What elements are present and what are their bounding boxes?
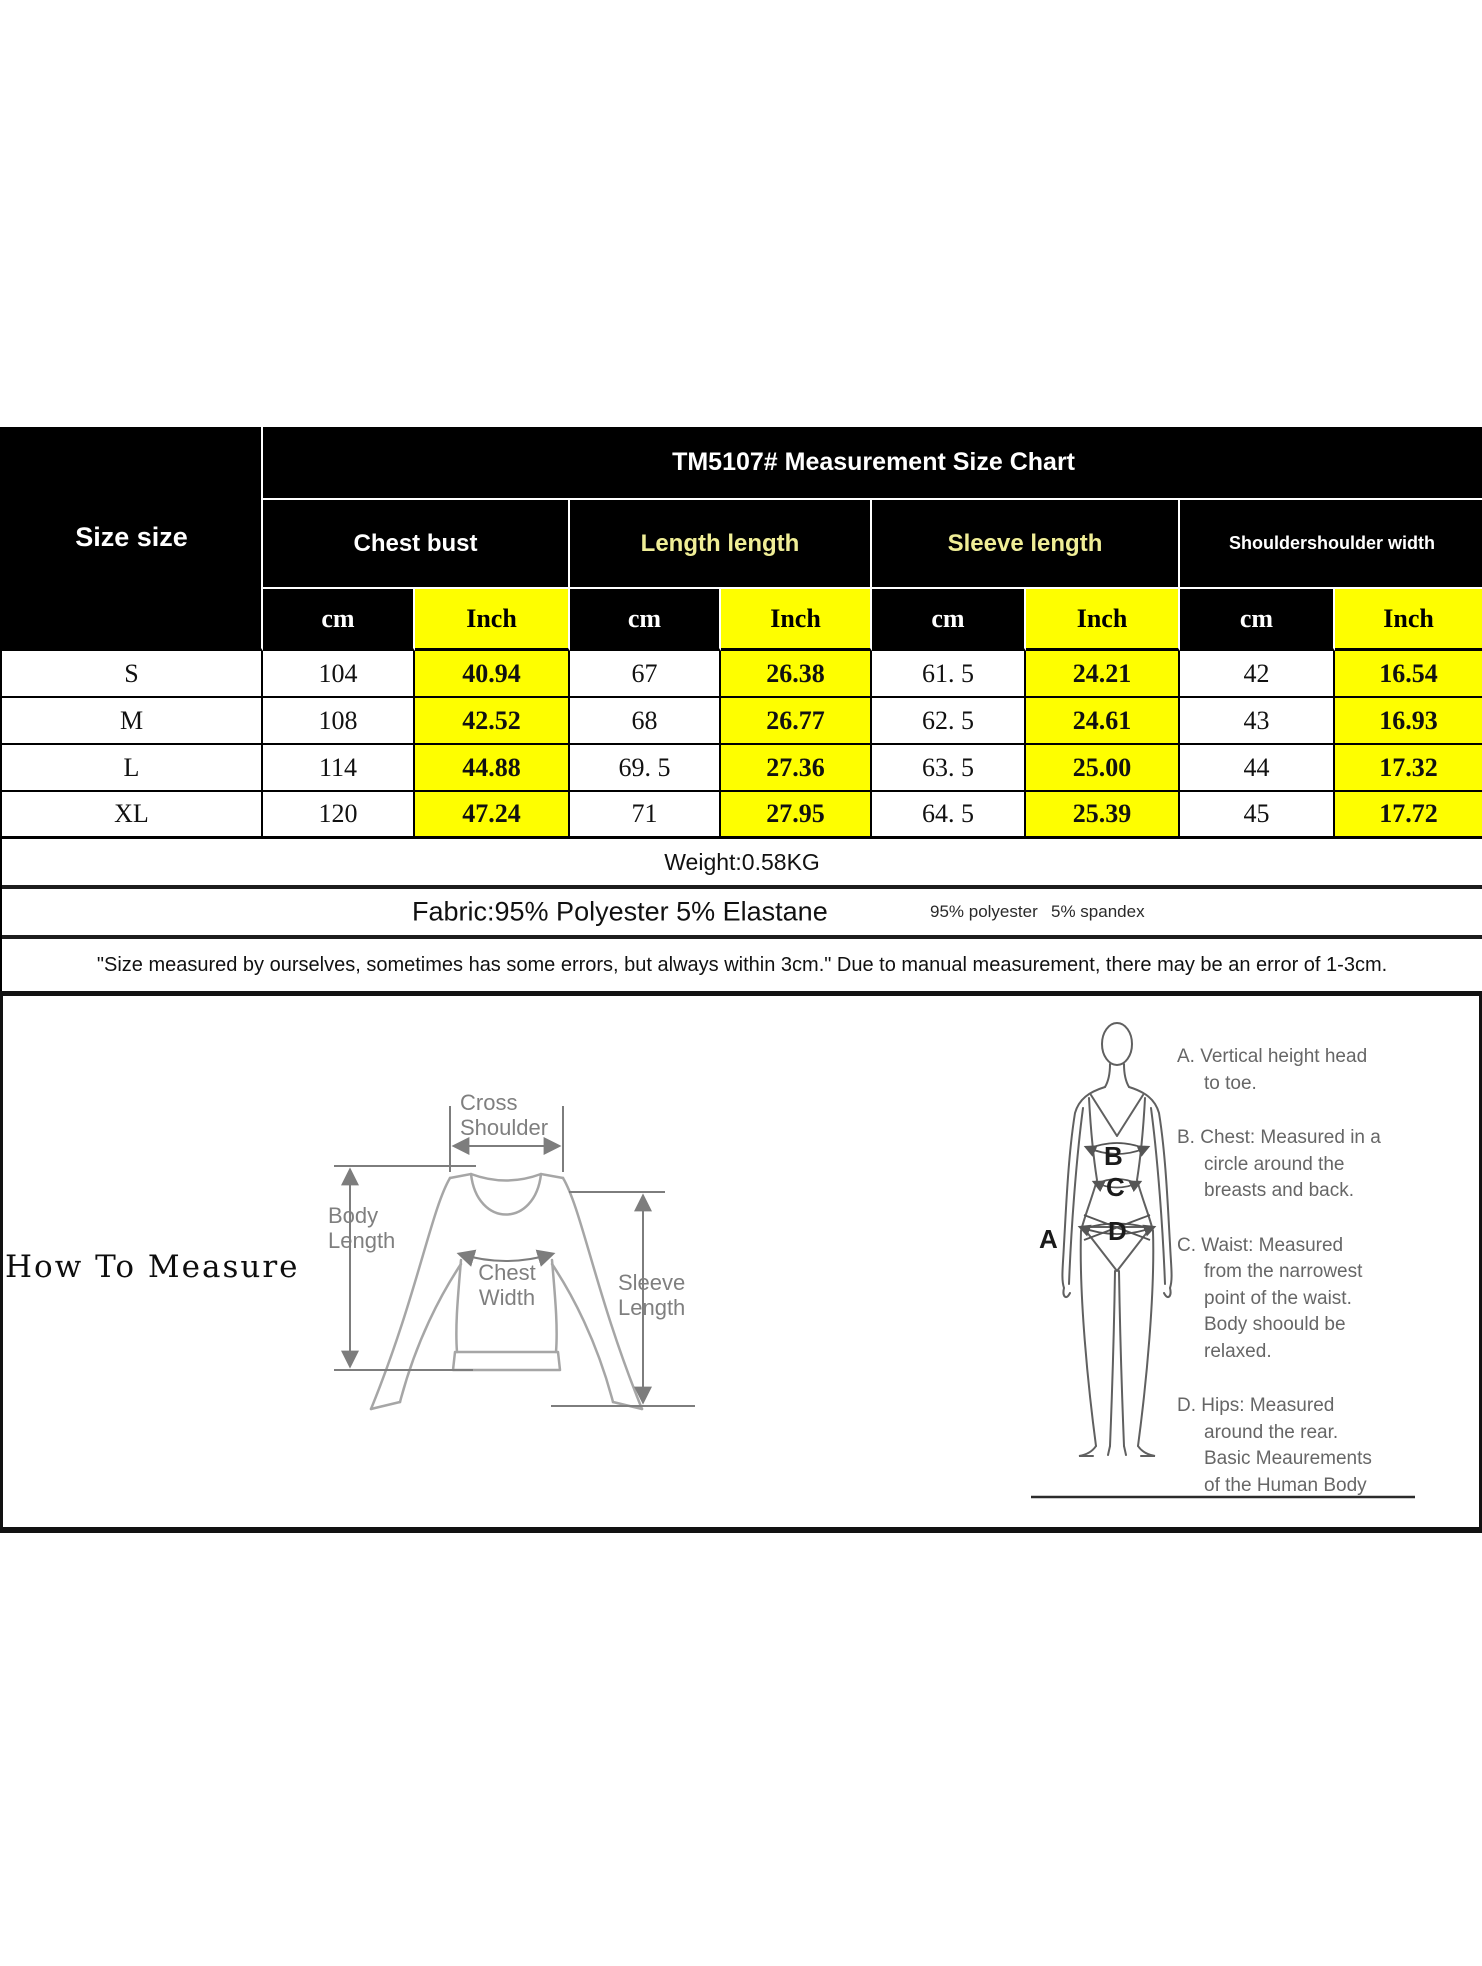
sleeve-inch: 25.00 — [1026, 745, 1180, 792]
length-inch: 27.95 — [721, 792, 872, 839]
chest-cm: 120 — [263, 792, 415, 839]
chest-inch: 40.94 — [415, 651, 570, 698]
note-a — [1177, 1044, 1429, 1097]
note-b-line: circle around the — [1204, 1153, 1345, 1175]
length-cm: 67 — [570, 651, 721, 698]
size-column-header: Size size — [2, 427, 263, 651]
table-row-s — [2, 651, 1482, 698]
chest-inch: 44.88 — [415, 745, 570, 792]
weight-row: Weight:0.58KG — [2, 839, 1482, 889]
cross-shoulder-line1: Cross — [460, 1090, 518, 1115]
note-d-line: Basic Meaurements — [1204, 1448, 1372, 1469]
chest-cm: 104 — [263, 651, 415, 698]
fabric-row — [2, 889, 1482, 939]
unit-cm: cm — [872, 589, 1026, 651]
shoulder-cm: 44 — [1180, 745, 1335, 792]
shoulder-inch: 17.72 — [1335, 792, 1482, 839]
length-inch: 26.77 — [721, 698, 872, 745]
note-c-line: relaxed. — [1204, 1340, 1272, 1362]
measure-notes — [1177, 1044, 1429, 1527]
fabric-label: Fabric:95% Polyester 5% Elastane — [412, 896, 828, 927]
length-inch: 27.36 — [721, 745, 872, 792]
group-header-sleeve: Sleeve length — [872, 500, 1180, 589]
body-length-line1: Body — [328, 1203, 379, 1228]
group-header-length: Length length — [570, 500, 872, 589]
disclaimer-text: "Size measured by ourselves, sometimes has some errors, but always within 3cm." Due to manual measurement, there may be an error of 1-3cm. — [2, 939, 1482, 991]
note-c-line: point of the waist. — [1204, 1287, 1352, 1309]
note-c — [1177, 1233, 1429, 1366]
table-row-m — [2, 698, 1482, 745]
sleeve-cm: 61. 5 — [872, 651, 1026, 698]
shoulder-cm: 43 — [1180, 698, 1335, 745]
chest-cm: 114 — [263, 745, 415, 792]
how-to-measure-section — [0, 991, 1482, 1533]
sleeve-length-line2: Length — [618, 1295, 686, 1320]
shoulder-inch: 16.93 — [1335, 698, 1482, 745]
table-row-l — [2, 745, 1482, 792]
note-d — [1177, 1393, 1429, 1499]
size-label: M — [2, 698, 263, 745]
note-c-line: Body shoould be — [1204, 1314, 1346, 1335]
unit-cm: cm — [570, 589, 721, 651]
unit-inch: Inch — [415, 589, 570, 651]
note-d-line: D. Hips: Measured — [1177, 1395, 1335, 1416]
sleeve-inch: 25.39 — [1026, 792, 1180, 839]
sleeve-cm: 64. 5 — [872, 792, 1026, 839]
note-c-line: C. Waist: Measured — [1177, 1234, 1344, 1256]
sleeve-length-line1: Sleeve — [618, 1270, 686, 1295]
note-b — [1177, 1125, 1429, 1205]
unit-inch: Inch — [721, 589, 872, 651]
length-cm: 71 — [570, 792, 721, 839]
figure-letter-d: D — [1108, 1216, 1127, 1246]
note-b-line: breasts and back. — [1204, 1180, 1354, 1201]
chest-width-line1: Chest — [478, 1260, 536, 1285]
body-length-line2: Length — [328, 1228, 396, 1253]
length-inch: 26.38 — [721, 651, 872, 698]
shoulder-inch: 17.32 — [1335, 745, 1482, 792]
note-c-line: from the narrowest — [1204, 1261, 1363, 1282]
length-cm: 68 — [570, 698, 721, 745]
note-d-line: of the Human Body — [1204, 1474, 1367, 1496]
sleeve-cm: 63. 5 — [872, 745, 1026, 792]
sleeve-length-label — [618, 1270, 685, 1320]
shoulder-cm: 45 — [1180, 792, 1335, 839]
fabric-note-polyester: 95% polyester — [930, 902, 1038, 921]
size-label: XL — [2, 792, 263, 839]
unit-inch: Inch — [1026, 589, 1180, 651]
note-a-line: A. Vertical height head — [1177, 1046, 1368, 1067]
cross-shoulder-line2: Shoulder — [460, 1115, 549, 1140]
cross-shoulder-label — [460, 1090, 548, 1140]
size-label: S — [2, 651, 263, 698]
figure-letter-c: C — [1106, 1172, 1125, 1202]
size-label: L — [2, 745, 263, 792]
body-length-label — [328, 1203, 395, 1253]
shoulder-inch: 16.54 — [1335, 651, 1482, 698]
length-cm: 69. 5 — [570, 745, 721, 792]
table-row-xl — [2, 792, 1482, 839]
sleeve-inch: 24.21 — [1026, 651, 1180, 698]
unit-cm: cm — [263, 589, 415, 651]
chest-inch: 42.52 — [415, 698, 570, 745]
chest-inch: 47.24 — [415, 792, 570, 839]
note-d-line: around the rear. — [1204, 1421, 1339, 1443]
unit-inch: Inch — [1335, 589, 1482, 651]
chest-cm: 108 — [263, 698, 415, 745]
group-header-chest: Chest bust — [263, 500, 570, 589]
group-header-shoulder: Shouldershoulder width — [1180, 500, 1482, 589]
figure-letter-b: B — [1104, 1141, 1123, 1171]
shoulder-cm: 42 — [1180, 651, 1335, 698]
unit-cm: cm — [1180, 589, 1335, 651]
sleeve-cm: 62. 5 — [872, 698, 1026, 745]
figure-letter-a: A — [1039, 1224, 1058, 1254]
fabric-note-spandex: 5% spandex — [1051, 902, 1145, 921]
table-title: TM5107# Measurement Size Chart — [263, 427, 1482, 500]
chest-width-line2: Width — [478, 1285, 536, 1310]
note-a-line: to toe. — [1204, 1072, 1257, 1094]
how-to-measure-heading: How To Measure — [5, 1249, 300, 1285]
note-b-line: B. Chest: Measured in a — [1177, 1127, 1381, 1148]
sleeve-inch: 24.61 — [1026, 698, 1180, 745]
chest-width-label — [451, 1260, 563, 1310]
size-chart-table — [0, 427, 1482, 991]
